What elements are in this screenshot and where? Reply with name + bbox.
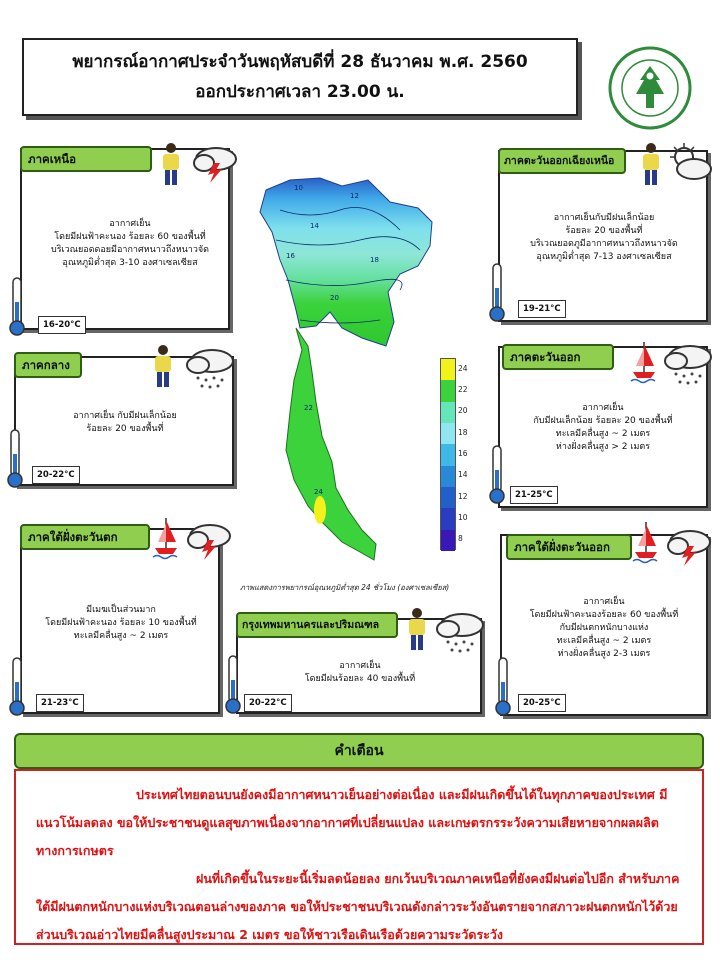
region-north-label: ภาคเหนือ <box>20 146 152 172</box>
region-east-text <box>502 402 704 454</box>
scale-tick-label: 12 <box>458 491 468 501</box>
person-icon <box>404 606 430 652</box>
region-central-temp: 20-22°C <box>32 466 80 484</box>
map-contour-label: 16 <box>286 252 295 260</box>
region-south-west-line: โดยมีฝนฟ้าคะนอง ร้อยละ 10 ของพื้นที่ <box>45 618 197 628</box>
region-northeast-line: ร้อยละ 20 ของพื้นที่ <box>565 226 643 236</box>
scale-segment <box>441 444 455 465</box>
region-northeast-temp: 19-21°C <box>518 300 566 318</box>
map-contour-label: 18 <box>370 256 379 264</box>
region-northeast-line: อากาศเย็นกับมีฝนเล็กน้อย <box>553 213 655 223</box>
scale-tick-label: 24 <box>458 363 468 373</box>
map-contour-label: 10 <box>294 184 303 192</box>
storm-cloud-icon <box>184 520 234 560</box>
region-east-temp: 21-25°C <box>510 486 558 504</box>
sun-cloud-icon <box>666 143 714 183</box>
rain-cloud-icon <box>662 342 714 386</box>
region-north-text <box>30 218 230 270</box>
scale-segment <box>441 380 455 401</box>
region-bangkok-line: โดยมีฝนร้อยละ 40 ของพื้นที่ <box>304 674 416 684</box>
storm-cloud-icon <box>664 526 714 566</box>
thailand-landmass <box>260 178 432 346</box>
scale-tick-label: 16 <box>458 449 468 458</box>
scale-segment <box>441 359 455 380</box>
warning-paragraph-1: ประเทศไทยตอนบนยังคงมีอากาศหนาวเย็นอย่างต่อเนื่อง และมีฝนเกิดขึ้นได้ในทุกภาคของประเทศ มีแนวโน้มลดลง ขอให้ประชาชนดูแลสุขภาพเนื่องจากอากาศที่เปลี่ยนแปลง และเกษตรกรระวังความเสียหายจากผลผลิตทางการเกษตร <box>36 787 668 858</box>
region-bangkok-line: อากาศเย็น <box>339 661 381 671</box>
region-south-west-text <box>24 604 218 643</box>
map-contour-label: 12 <box>350 192 359 200</box>
thermometer-icon <box>224 654 242 716</box>
region-northeast-text <box>504 212 704 264</box>
region-south-west-line: มีเมฆเป็นส่วนมาก <box>86 605 156 615</box>
issue-time: ออกประกาศเวลา 23.00 น. <box>195 82 405 102</box>
temperature-scale-bar <box>440 358 456 550</box>
region-north-line: โดยมีฝนฟ้าคะนอง ร้อยละ 60 ของพื้นที่ <box>54 232 206 242</box>
boat-icon <box>152 516 180 560</box>
scale-tick-label: 20 <box>458 406 468 416</box>
region-northeast-line: อุณหภูมิต่ำสุด 7-13 องศาเซลเซียส <box>536 252 672 262</box>
rain-cloud-icon <box>434 610 486 654</box>
region-central-label: ภาคกลาง <box>14 352 82 378</box>
region-central-line: ร้อยละ 20 ของพื้นที่ <box>86 424 164 434</box>
forecast-title-box <box>22 38 578 116</box>
storm-cloud-icon <box>190 143 240 183</box>
scale-tick-label: 8 <box>458 534 463 544</box>
region-south-east-line: ห่างฝั่งคลื่นสูง 2-3 เมตร <box>557 649 651 659</box>
region-south-west-temp: 21-23°C <box>36 694 84 712</box>
region-bangkok-label: กรุงเทพมหานครและปริมณฑล <box>236 612 398 638</box>
region-bangkok-temp: 20-22°C <box>244 694 292 712</box>
region-south-east-line: โดยมีฝนฟ้าคะนองร้อยละ 60 ของพื้นที่ <box>529 610 679 620</box>
scale-tick-label: 14 <box>458 470 468 480</box>
region-central-line: อากาศเย็น กับมีฝนเล็กน้อย <box>73 411 177 421</box>
region-south-east-temp: 20-25°C <box>518 694 566 712</box>
map-contour-label: 20 <box>330 294 339 302</box>
map-caption: ภาพแสดงการพยากรณ์อุณหภูมิต่ำสุด 24 ชั่วโมง (องศาเซลเซียส) <box>240 583 450 592</box>
region-east-label: ภาคตะวันออก <box>502 344 614 370</box>
region-south-east-label: ภาคใต้ฝั่งตะวันออก <box>506 534 632 560</box>
person-icon <box>150 343 176 389</box>
tmd-logo-icon <box>608 46 692 130</box>
thermometer-icon <box>494 656 512 718</box>
map-contour-label: 14 <box>310 222 319 230</box>
region-central-text <box>20 410 230 436</box>
forecast-title: พยากรณ์อากาศประจำวันพฤหัสบดีที่ 28 ธันวาคม พ.ศ. 2560 <box>72 52 528 72</box>
scale-segment <box>441 466 455 487</box>
scale-tick-label: 22 <box>458 385 468 394</box>
region-east-line: ห่างฝั่งคลื่นสูง > 2 เมตร <box>555 442 651 452</box>
region-northeast-line: บริเวณยอดภูมีอากาศหนาวถึงหนาวจัด <box>530 239 678 249</box>
scale-segment <box>441 508 455 529</box>
scale-segment <box>441 487 455 508</box>
scale-segment <box>441 530 455 551</box>
warning-box <box>14 769 704 945</box>
region-south-east-text <box>504 596 704 661</box>
person-icon <box>158 141 184 187</box>
region-south-east-line: กับมีฝนตกหนักบางแห่ง <box>559 623 649 633</box>
scale-tick-label: 18 <box>458 427 468 437</box>
thailand-southern-peninsula <box>286 328 376 560</box>
temperature-scale <box>440 358 480 558</box>
warning-paragraph-2: ฝนที่เกิดขึ้นในระยะนี้เริ่มลดน้อยลง ยกเว้นบริเวณภาคเหนือที่ยังคงมีฝนต่อไปอีก สำหรับภาคใต้มีฝนตกหนักบางแห่งบริเวณตอนล่างของภาค ขอให้ประชาชนบริเวณดังกล่าวระวังอันตรายจากสภาวะฝนตกหนักไว้ด้วย ส่วนบริเวณอ่าวไทยมีคลื่นสูงประมาณ 2 เมตร ขอให้ชาวเรือเดินเรือด้วยความระวัดระวัง <box>36 871 680 942</box>
map-contour-label: 24 <box>314 488 323 496</box>
temperature-scale-ticks <box>458 358 480 558</box>
boat-icon <box>632 520 660 564</box>
region-south-west-label: ภาคใต้ฝั่งตะวันตก <box>20 524 150 550</box>
thermometer-icon <box>488 444 506 506</box>
region-south-east-line: อากาศเย็น <box>583 597 625 607</box>
thermometer-icon <box>8 656 26 718</box>
boat-icon <box>630 340 658 384</box>
region-south-west-line: ทะเลมีคลื่นสูง ~ 2 เมตร <box>73 631 169 641</box>
region-bangkok-text <box>260 660 460 686</box>
region-north-line: บริเวณยอดดอยมีอากาศหนาวถึงหนาวจัด <box>50 245 210 255</box>
warning-header: คำเตือน <box>14 733 704 769</box>
thermometer-icon <box>488 262 506 324</box>
map-contour-label: 22 <box>304 404 313 412</box>
person-icon <box>638 141 664 187</box>
region-east-line: ทะเลมีคลื่นสูง ~ 2 เมตร <box>555 429 651 439</box>
scale-tick-label: 10 <box>458 513 468 522</box>
thermometer-icon <box>8 276 26 338</box>
scale-segment <box>441 402 455 423</box>
region-east-line: อากาศเย็น <box>582 403 624 413</box>
region-east-line: กับมีฝนเล็กน้อย ร้อยละ 20 ของพื้นที่ <box>533 416 673 426</box>
rain-cloud-icon <box>184 346 236 390</box>
scale-segment <box>441 423 455 444</box>
region-north-line: อุณหภูมิต่ำสุด 3-10 องศาเซลเซียส <box>62 258 198 268</box>
thermometer-icon <box>6 428 24 490</box>
region-north-temp: 16-20°C <box>38 316 86 334</box>
region-south-east-line: ทะเลมีคลื่นสูง ~ 2 เมตร <box>556 636 652 646</box>
region-northeast-label: ภาคตะวันออกเฉียงเหนือ <box>498 148 626 174</box>
region-north-line: อากาศเย็น <box>109 219 151 229</box>
yellow-warm-zone <box>314 496 326 524</box>
